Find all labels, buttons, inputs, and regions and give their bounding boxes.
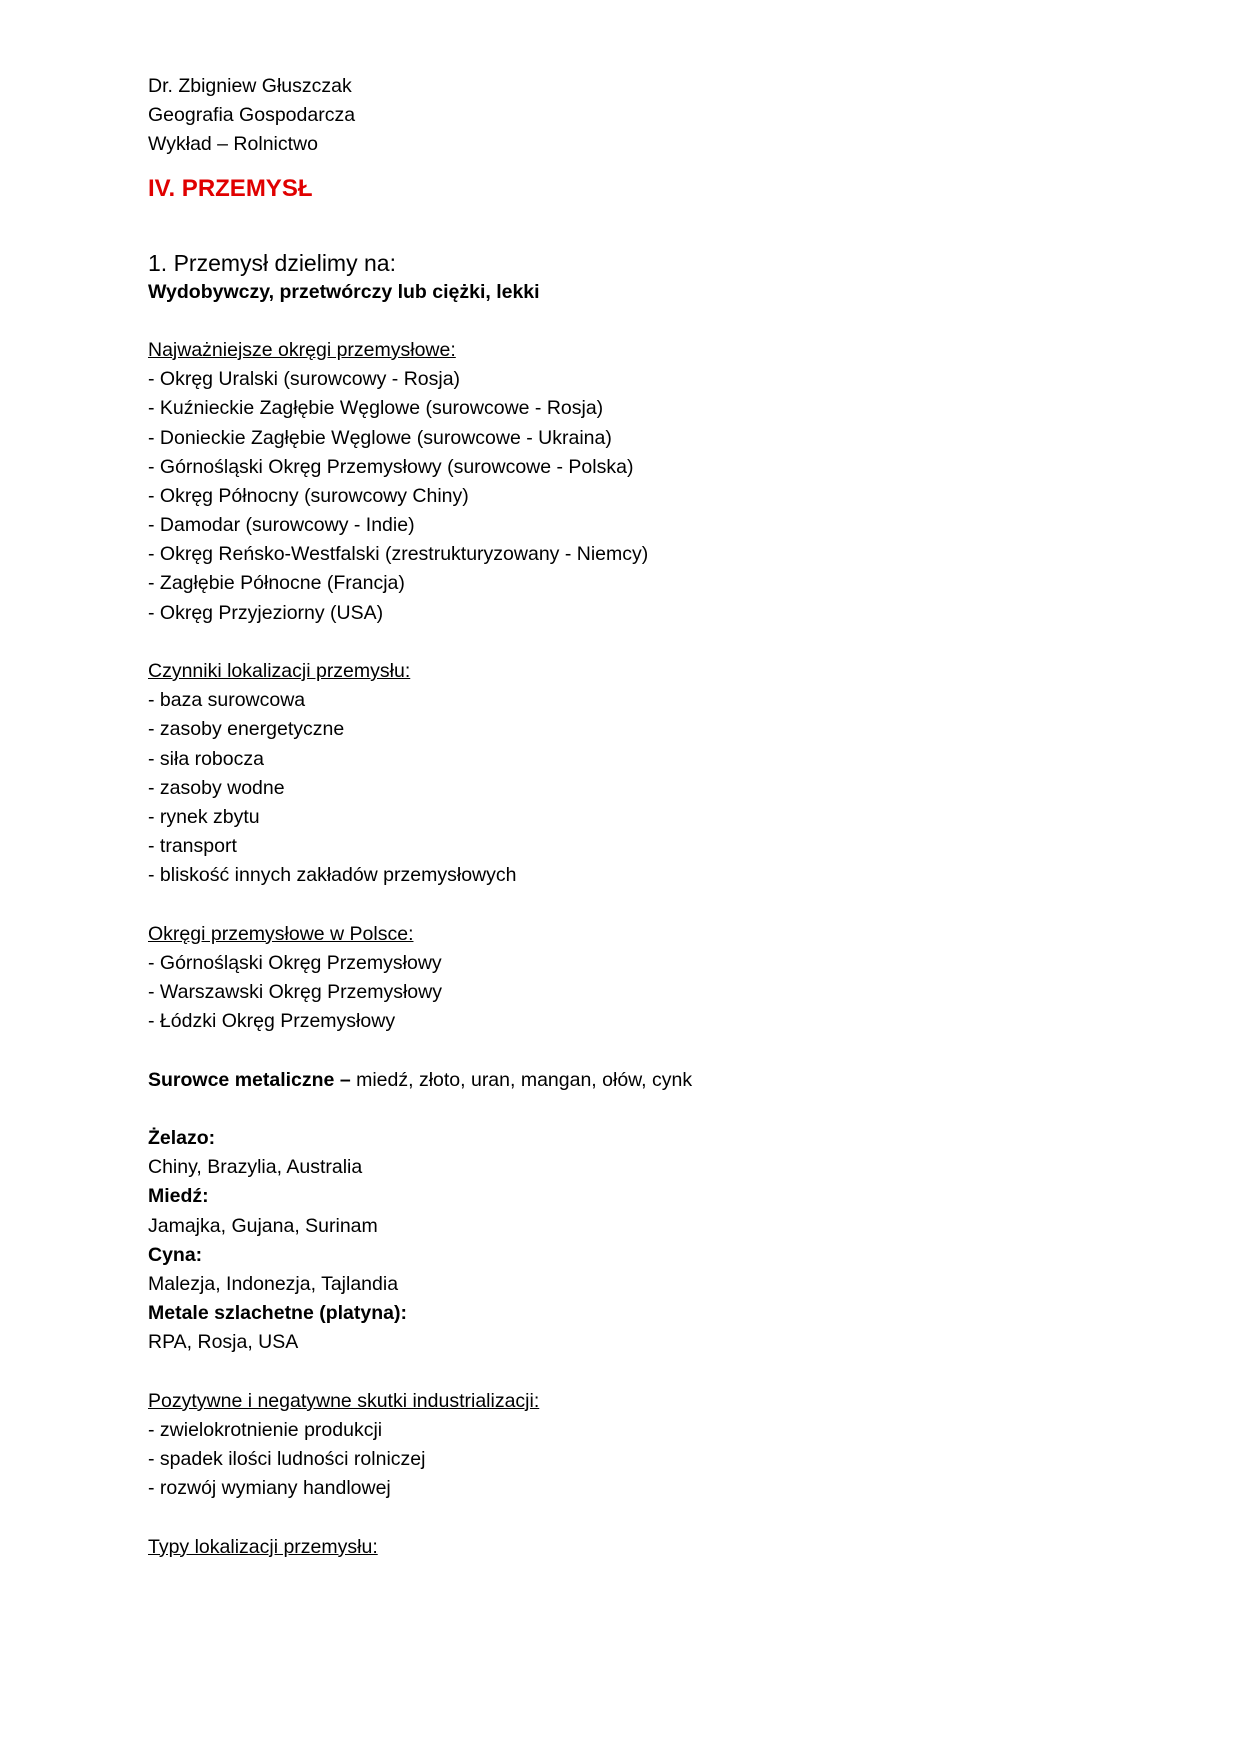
poland-heading: Okręgi przemysłowe w Polsce:: [148, 922, 414, 945]
list-item: - baza surowcowa: [148, 689, 306, 712]
metals-lead: Surowce metaliczne –: [148, 1068, 357, 1091]
list-item: - zasoby energetyczne: [148, 718, 345, 741]
list-item: - Okręg Reńsko-Westfalski (zrestrukturyzowany - Niemcy): [148, 543, 649, 566]
districts-heading: Najważniejsze okręgi przemysłowe:: [148, 338, 456, 361]
resource-label: Żelazo:: [148, 1127, 216, 1149]
resource-label: Cyna:: [148, 1243, 203, 1266]
list-item: - spadek ilości ludności rolniczej: [148, 1448, 426, 1471]
list-item: - Damodar (surowcowy - Indie): [148, 514, 415, 537]
author-line: Dr. Zbigniew Głuszczak: [148, 75, 352, 97]
effects-heading: Pozytywne i negatywne skutki industrializacji:: [148, 1389, 540, 1412]
resource-countries: RPA, Rosja, USA: [148, 1331, 299, 1354]
metals-list: miedź, złoto, uran, mangan, ołów, cynk: [356, 1068, 693, 1091]
document-page: [148, 72, 1108, 1562]
page-title: IV. PRZEMYSŁ: [148, 174, 313, 202]
lecture-line: Wykład – Rolnictwo: [148, 133, 318, 156]
location-types-heading: Typy lokalizacji przemysłu:: [148, 1535, 378, 1558]
list-item: - Donieckie Zagłębie Węglowe (surowcowe - Ukraina): [148, 426, 612, 449]
list-item: - rynek zbytu: [148, 805, 260, 828]
metals-line: [148, 1066, 1108, 1095]
industry-types: Wydobywczy, przetwórczy lub ciężki, lekki: [148, 280, 540, 303]
list-item: - Warszawski Okręg Przemysłowy: [148, 981, 442, 1004]
list-item: - zasoby wodne: [148, 776, 285, 799]
list-item: - Górnośląski Okręg Przemysłowy (surowcowe - Polska): [148, 455, 634, 478]
list-item: - Górnośląski Okręg Przemysłowy: [148, 951, 442, 974]
resource-label: Miedź:: [148, 1185, 209, 1208]
resource-countries: Jamajka, Gujana, Surinam: [148, 1214, 378, 1237]
factors-heading: Czynniki lokalizacji przemysłu:: [148, 660, 411, 682]
list-item: - transport: [148, 835, 237, 858]
resource-label: Metale szlachetne (platyna):: [148, 1302, 407, 1325]
course-line: Geografia Gospodarcza: [148, 104, 356, 127]
list-item: - zwielokrotnienie produkcji: [148, 1418, 383, 1441]
list-item: - Kuźnieckie Zagłębie Węglowe (surowcowe - Rosja): [148, 397, 604, 420]
list-item: - Zagłębie Północne (Francja): [148, 572, 405, 595]
list-item: - bliskość innych zakładów przemysłowych: [148, 864, 517, 887]
list-item: - Okręg Przyjeziorny (USA): [148, 601, 384, 624]
list-item: - Okręg Północny (surowcowy Chiny): [148, 484, 469, 507]
section1-heading: 1. Przemysł dzielimy na:: [148, 249, 396, 276]
resource-countries: Chiny, Brazylia, Australia: [148, 1156, 363, 1179]
resource-countries: Malezja, Indonezja, Tajlandia: [148, 1272, 399, 1295]
list-item: - Okręg Uralski (surowcowy - Rosja): [148, 368, 461, 391]
list-item: - rozwój wymiany handlowej: [148, 1477, 391, 1500]
list-item: - Łódzki Okręg Przemysłowy: [148, 1010, 396, 1033]
list-item: - siła robocza: [148, 747, 264, 770]
